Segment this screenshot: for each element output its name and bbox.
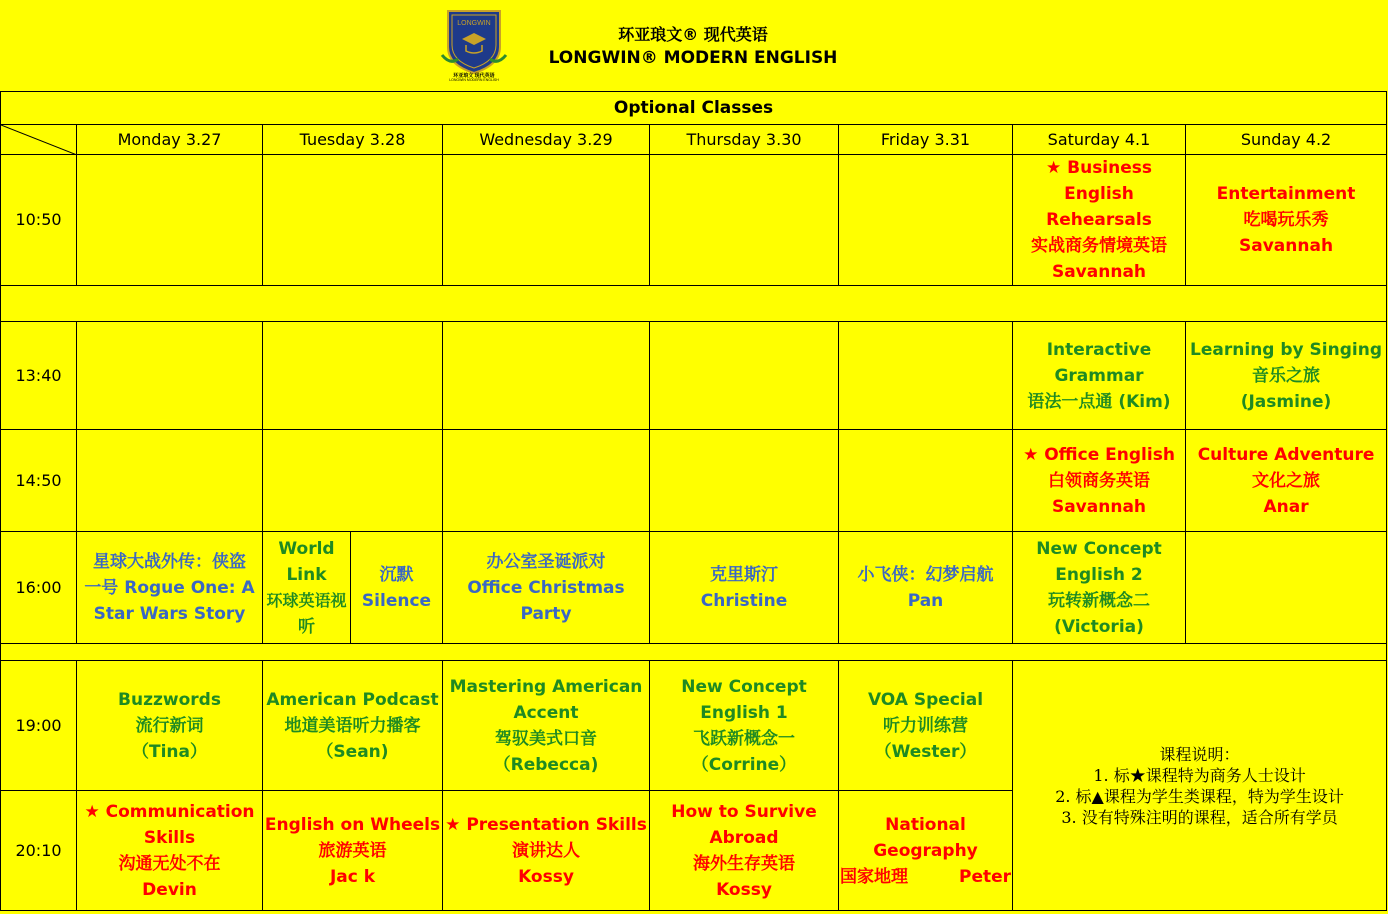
svg-text:LONGWIN MODERN ENGLISH: LONGWIN MODERN ENGLISH bbox=[449, 78, 499, 81]
spacer-row bbox=[1, 286, 1387, 322]
class-cell: 沉默 Silence bbox=[351, 532, 443, 644]
class-cell: VOA Special 听力训练营 （Wester） bbox=[839, 661, 1013, 791]
class-cell: 克里斯汀 Christine bbox=[650, 532, 839, 644]
class-cell: 办公室圣诞派对 Office Christmas Party bbox=[443, 532, 650, 644]
day-header: Monday 3.27 bbox=[77, 125, 263, 155]
time-cell: 20:10 bbox=[1, 791, 77, 911]
class-cell: Interactive Grammar 语法一点通 (Kim) bbox=[1013, 322, 1186, 430]
class-cell: Entertainment 吃喝玩乐秀 Savannah bbox=[1186, 155, 1387, 286]
class-cell: Learning by Singing 音乐之旅 (Jasmine) bbox=[1186, 322, 1387, 430]
class-cell: ★ Office English 白领商务英语 Savannah bbox=[1013, 430, 1186, 532]
class-cell: ★ Business English Rehearsals 实战商务情境英语 Savannah bbox=[1013, 155, 1186, 286]
class-cell: New Concept English 2 玩转新概念二 (Victoria) bbox=[1013, 532, 1186, 644]
class-cell: Buzzwords 流行新词 （Tina） bbox=[77, 661, 263, 791]
class-cell: 小飞侠：幻梦启航 Pan bbox=[839, 532, 1013, 644]
table-title: Optional Classes bbox=[1, 92, 1387, 125]
svg-text:环亚琅文 现代英语: 环亚琅文 现代英语 bbox=[453, 73, 495, 79]
day-header: Sunday 4.2 bbox=[1186, 125, 1387, 155]
class-cell: English on Wheels 旅游英语 Jac k bbox=[263, 791, 443, 911]
spacer-row bbox=[1, 644, 1387, 661]
day-header: Thursday 3.30 bbox=[650, 125, 839, 155]
course-notes: 课程说明： 1. 标★课程特为商务人士设计 2. 标▲课程为学生类课程，特为学生设计 3. 没有特殊注明的课程，适合所有学员 bbox=[1013, 661, 1387, 911]
class-cell: ★ Presentation Skills 演讲达人 Kossy bbox=[443, 791, 650, 911]
diagonal-line bbox=[1, 125, 77, 155]
time-cell: 16:00 bbox=[1, 532, 77, 644]
class-cell: ★ Communication Skills 沟通无处不在 Devin bbox=[77, 791, 263, 911]
class-cell: Culture Adventure 文化之旅 Anar bbox=[1186, 430, 1387, 532]
day-header: Friday 3.31 bbox=[839, 125, 1013, 155]
class-cell: American Podcast 地道美语听力播客 （Sean) bbox=[263, 661, 443, 791]
longwin-logo bbox=[440, 7, 508, 81]
day-header: Tuesday 3.28 bbox=[263, 125, 443, 155]
title-english: LONGWIN® MODERN ENGLISH bbox=[548, 48, 838, 68]
time-cell: 14:50 bbox=[1, 430, 77, 532]
class-cell: 星球大战外传：侠盗 一号 Rogue One: A Star Wars Story bbox=[77, 532, 263, 644]
class-cell: New Concept English 1 飞跃新概念一 （Corrine） bbox=[650, 661, 839, 791]
day-header: Saturday 4.1 bbox=[1013, 125, 1186, 155]
time-cell: 13:40 bbox=[1, 322, 77, 430]
page-header bbox=[0, 0, 1388, 90]
time-cell: 19:00 bbox=[1, 661, 77, 791]
schedule-table bbox=[0, 91, 1387, 911]
time-cell: 10:50 bbox=[1, 155, 77, 286]
day-header: Wednesday 3.29 bbox=[443, 125, 650, 155]
class-cell: How to Survive Abroad 海外生存英语 Kossy bbox=[650, 791, 839, 911]
class-cell: Mastering American Accent 驾驭美式口音 （Rebecca) bbox=[443, 661, 650, 791]
corner-cell bbox=[1, 125, 77, 155]
class-cell: National Geography 国家地理 Peter bbox=[839, 791, 1013, 911]
title-chinese: 环亚琅文® 现代英语 bbox=[618, 25, 768, 44]
svg-text:LONGWIN: LONGWIN bbox=[457, 20, 491, 27]
class-cell: World Link 环球英语视 听 bbox=[263, 532, 351, 644]
